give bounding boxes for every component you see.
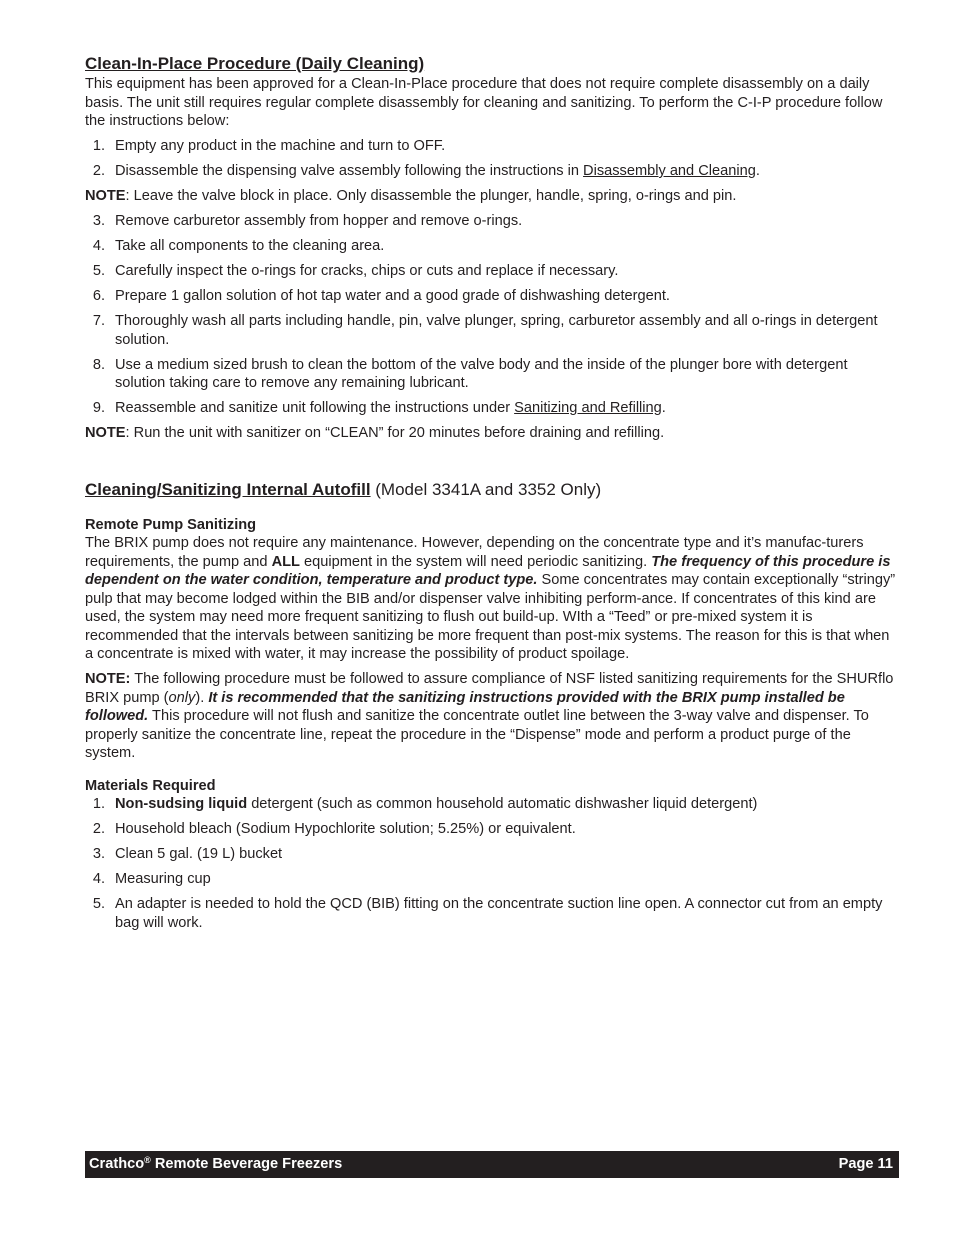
intro-paragraph: This equipment has been approved for a Clean-In-Place procedure that does not require complete disassembly on a daily basis. The unit still requires regular complete disassembly for cleaning and sanitizing. To perform the C-I-P procedure follow the instructions below: xyxy=(85,76,883,129)
step-text: Reassemble and sanitize unit following the instructions under xyxy=(115,400,515,416)
item-text: Clean 5 gal. (19 L) bucket xyxy=(115,846,283,862)
list-item xyxy=(85,212,900,231)
item-text: Household bleach (Sodium Hypochlorite solution; 5.25%) or equivalent. xyxy=(115,821,576,837)
step-text-end: . xyxy=(755,163,760,179)
step-text: Use a medium sized brush to clean the bottom of the valve body and the inside of the plunger bore with detergent solution taking care to remove any remaining lubricant. xyxy=(115,356,848,391)
link-disassembly-and-cleaning[interactable]: Disassembly and Cleaning xyxy=(583,163,756,179)
remote-pump-heading: Remote Pump Sanitizing xyxy=(85,516,257,533)
step-number: 6. xyxy=(92,288,105,304)
note-label: NOTE xyxy=(85,188,126,204)
list-item xyxy=(85,795,900,814)
paragraph-bold-italic: The frequency of this procedure is dependent on the water condition, temperature and product type. xyxy=(85,553,891,588)
registered-mark: ® xyxy=(144,1155,151,1166)
note-nsf xyxy=(85,670,900,763)
step-text: Disassemble the dispensing valve assembly following the instructions in xyxy=(115,163,584,179)
page-number: Page 11 xyxy=(838,1156,893,1173)
step-text: Carefully inspect the o-rings for cracks, chips or cuts and replace if necessary. xyxy=(115,263,619,279)
list-item xyxy=(85,870,900,889)
item-number: 3. xyxy=(92,846,105,862)
list-item xyxy=(85,356,900,393)
item-number: 2. xyxy=(92,821,105,837)
note-text: : Leave the valve block in place. Only disassemble the plunger, handle, spring, o-rings and pin. xyxy=(125,188,737,204)
section-subtitle: (Model 3341A and 3352 Only) xyxy=(370,479,602,499)
paragraph-text: Some concentrates may contain exceptionally “stringy” pulp that may become lodged within the BIB and/or dispenser valve inhibiting perform-ance. If concentrates of this kind are used, the system may need more frequent sanitizing to flush out build-up. WIth a “Teed” or pre-mixed system it is recommended that the intervals between sanitizing be more frequent than post-mix systems. The reason for this is that when a concentrate is mixed with water, it may increase the possibility of product spoilage. xyxy=(85,572,896,662)
paragraph-text: The BRIX pump does not require any maintenance. However, depending on the concentrate type and it’s manufac-turers requirements, the pump and xyxy=(85,535,864,570)
list-item xyxy=(85,162,900,181)
list-item xyxy=(85,137,900,156)
page-footer xyxy=(85,1151,899,1178)
cip-steps-list-a xyxy=(85,137,900,181)
step-text: Thoroughly wash all parts including handle, pin, valve plunger, spring, carburetor assembly and all o-rings in detergent solution. xyxy=(115,313,878,348)
step-text: Empty any product in the machine and turn to OFF. xyxy=(115,138,446,154)
item-text: detergent (such as common household automatic dishwasher liquid detergent) xyxy=(247,796,758,812)
step-text-end: . xyxy=(661,400,666,416)
item-bold: Non-sudsing liquid xyxy=(115,796,248,812)
step-number: 8. xyxy=(92,356,105,373)
section-title-text: Clean-In-Place Procedure (Daily Cleaning) xyxy=(85,54,425,73)
list-item xyxy=(85,262,900,281)
list-item xyxy=(85,895,900,932)
item-number: 4. xyxy=(92,871,105,887)
item-number: 5. xyxy=(92,896,105,912)
cip-steps-list-b xyxy=(85,212,900,418)
section-title-text: Cleaning/Sanitizing Internal Autofill xyxy=(85,479,371,499)
note-text: ). xyxy=(195,689,209,706)
item-text: Measuring cup xyxy=(115,871,211,887)
materials-list xyxy=(85,795,900,932)
remote-pump-paragraph xyxy=(85,534,900,664)
step-number: 5. xyxy=(92,263,105,279)
note-valve-block xyxy=(85,187,900,206)
note-text: The following procedure must be followed to assure compliance of NSF listed sanitizing requirements for the SHURflo BRIX pump ( xyxy=(85,671,894,706)
step-number: 1. xyxy=(92,138,105,154)
note-label: NOTE: xyxy=(85,671,131,687)
item-number: 1. xyxy=(92,796,105,812)
footer-title xyxy=(89,1155,342,1174)
list-item xyxy=(85,237,900,256)
step-text: Remove carburetor assembly from hopper and remove o-rings. xyxy=(115,213,523,229)
list-item xyxy=(85,287,900,306)
step-number: 2. xyxy=(92,163,105,179)
step-number: 4. xyxy=(92,238,105,254)
note-label: NOTE xyxy=(85,425,126,441)
list-item xyxy=(85,399,900,418)
note-italic: only xyxy=(168,689,196,706)
note-text: This procedure will not flush and sanitize the concentrate outlet line between the 3-way valve and dispenser. To properly sanitize the concentrate line, repeat the procedure in the “Dispense” mode and perform a product purge of the system. xyxy=(85,708,869,761)
step-number: 7. xyxy=(92,313,105,329)
page-content xyxy=(85,54,900,932)
note-run-sanitizer xyxy=(85,424,900,443)
step-number: 3. xyxy=(92,213,105,229)
list-item xyxy=(85,845,900,864)
note-bold-italic: It is recommended that the sanitizing instructions provided with the BRIX pump installed be followed. xyxy=(85,689,845,724)
materials-heading: Materials Required xyxy=(85,777,216,794)
item-text: An adapter is needed to hold the QCD (BIB) fitting on the concentrate suction line open. A connector cut from an empty bag will work. xyxy=(115,896,883,931)
link-sanitizing-and-refilling[interactable]: Sanitizing and Refilling xyxy=(514,400,662,416)
footer-brand: Crathco xyxy=(89,1156,145,1173)
step-number: 9. xyxy=(92,400,105,416)
footer-product: Remote Beverage Freezers xyxy=(150,1156,343,1173)
note-text: : Run the unit with sanitizer on “CLEAN” for 20 minutes before draining and refilling. xyxy=(125,425,665,441)
paragraph-text: equipment in the system will need periodic sanitizing. xyxy=(299,553,652,570)
section-title-clean-in-place xyxy=(85,54,900,74)
section-title-autofill xyxy=(85,480,900,500)
step-text: Prepare 1 gallon solution of hot tap water and a good grade of dishwashing detergent. xyxy=(115,288,670,304)
list-item xyxy=(85,312,900,349)
list-item xyxy=(85,820,900,839)
paragraph-bold: ALL xyxy=(271,553,300,570)
step-text: Take all components to the cleaning area. xyxy=(115,238,385,254)
